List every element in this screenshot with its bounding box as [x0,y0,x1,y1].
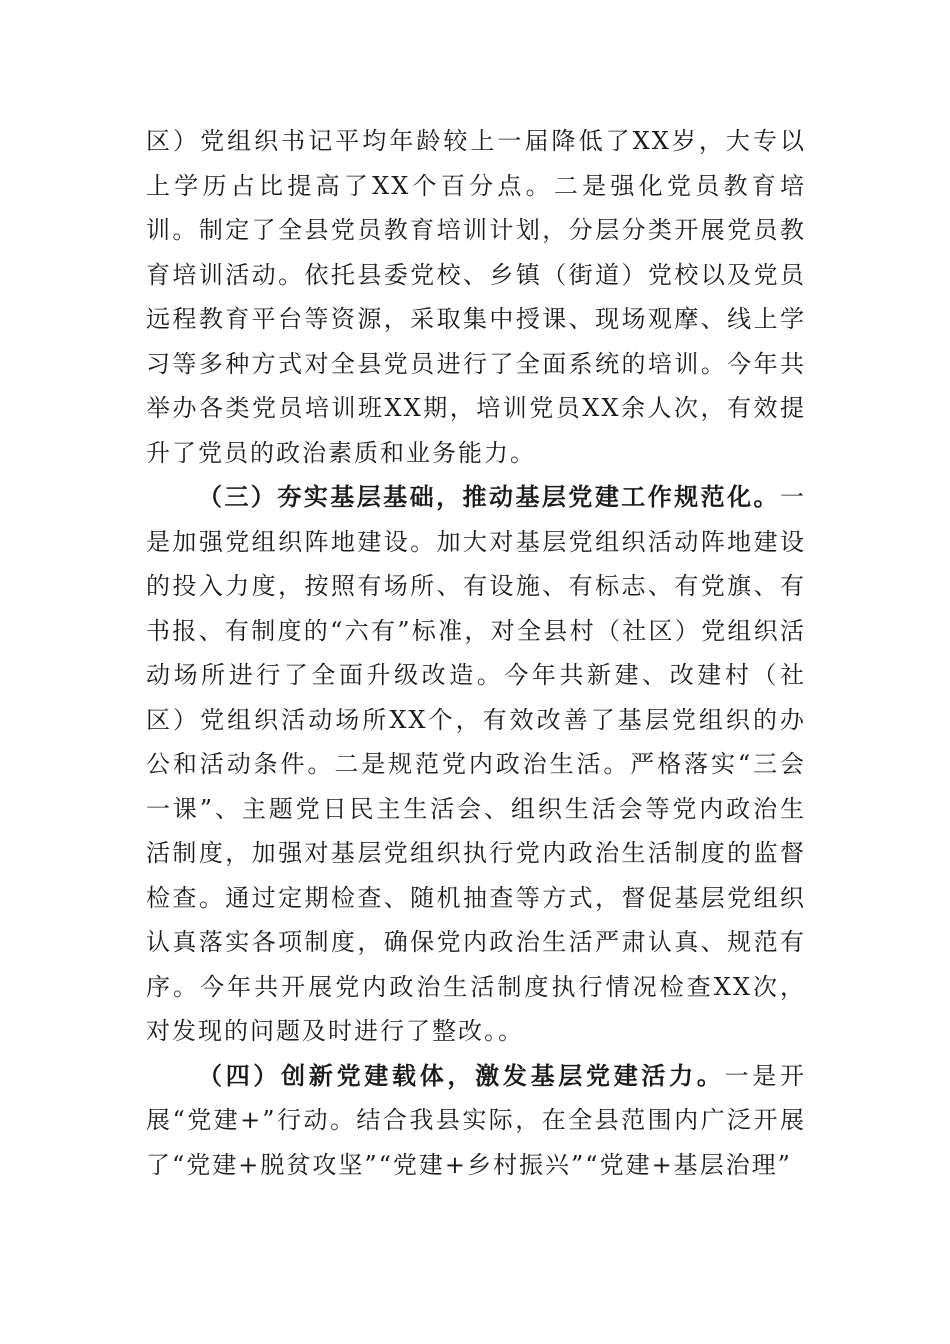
paragraph-section-four [146,1054,806,1188]
section-heading: （三）夯实基层基础，推动基层党建工作规范化。 [198,482,780,511]
paragraph-text: 一是开展“党建+”行动。结合我县实际，在全县范围内广泛开展了“党建+脱贫攻坚”“党建+乡村振兴”“党建+基层治理” [146,1061,807,1179]
section-heading: （四）创新党建载体，激发基层党建活力。 [198,1060,725,1090]
document-body [146,119,806,1187]
paragraph-text: 区）党组织书记平均年龄较上一届降低了XX岁，大专以上学历占比提高了XX个百分点。二是强化党员教育培训。制定了全县党员教育培训计划，分层分类开展党员教育培训活动。依托县委党校、乡镇（街道）党校以及党员远程教育平台等资源，采取集中授课、现场观摩、线上学习等多种方式对全县党员进行了全面系统的培训。今年共举办各类党员培训班XX期，培训党员XX余人次，有效提升了党员的政治素质和业务能力。 [146,127,806,467]
paragraph-text: 一是加强党组织阵地建设。加大对基层党组织活动阵地建设的投入力度，按照有场所、有设施、有标志、有党旗、有书报、有制度的“六有”标准，对全县村（社区）党组织活动场所进行了全面升级改造。今年共新建、改建村（社区）党组织活动场所XX个，有效改善了基层党组织的办公和活动条件。二是规范党内政治生活。严格落实“三会一课”、主题党日民主生活会、组织生活会等党内政治生活制度，加强对基层党组织执行党内政治生活制度的监督检查。通过定期检查、随机抽查等方式，督促基层党组织认真落实各项制度，确保党内政治生活严肃认真、规范有序。今年共开展党内政治生活制度执行情况检查XX次，对发现的问题及时进行了整改。。 [146,483,806,1045]
paragraph-section-three [146,475,806,1054]
paragraph-continuation [146,119,806,475]
